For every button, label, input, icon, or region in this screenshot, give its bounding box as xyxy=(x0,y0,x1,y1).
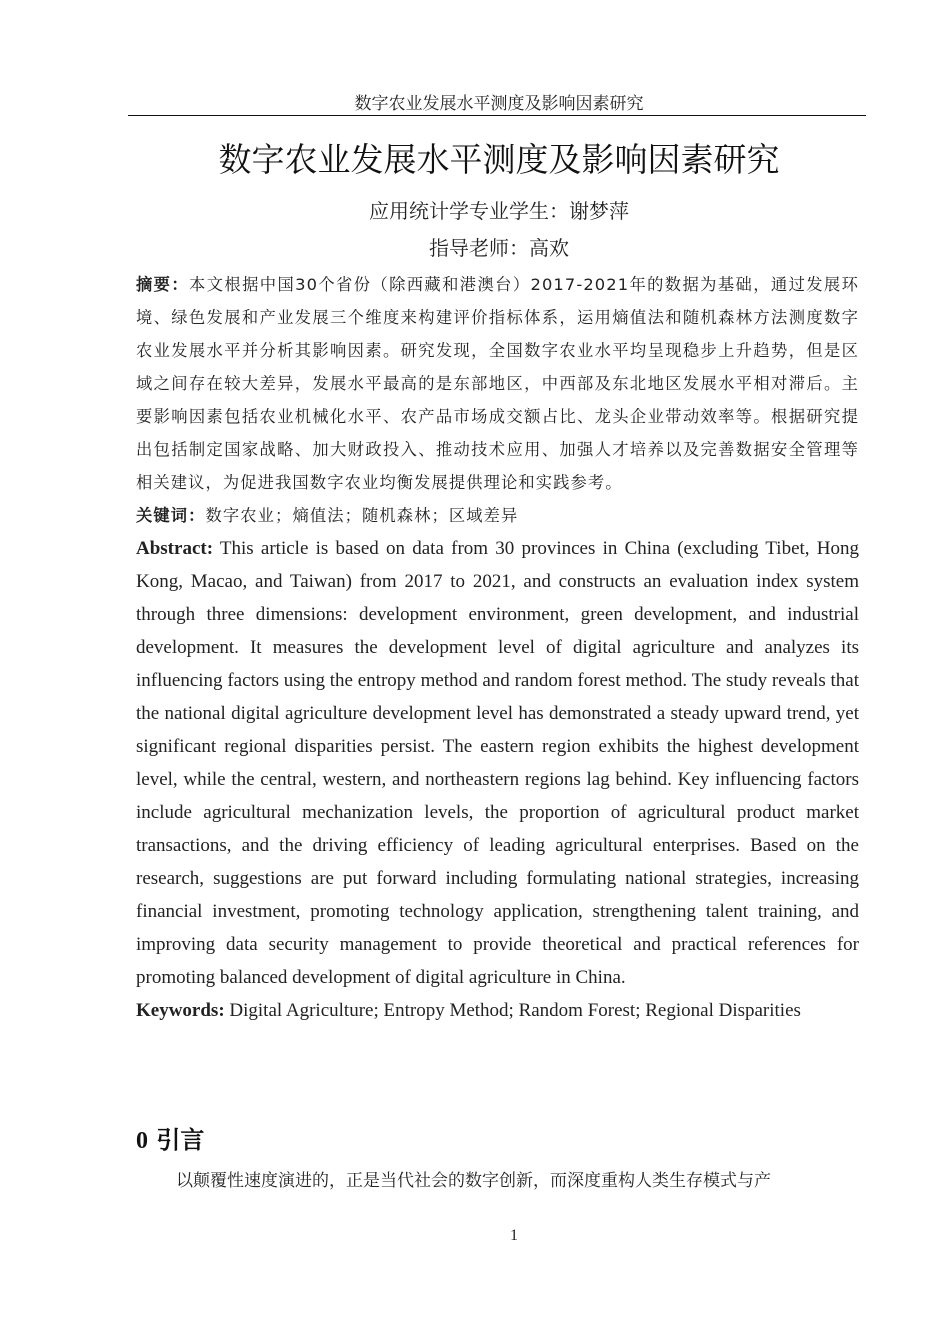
keywords-cn-text: 数字农业；熵值法；随机森林；区域差异 xyxy=(205,506,519,525)
intro-paragraph: 以颠覆性速度演进的，正是当代社会的数字创新，而深度重构人类生存模式与产 xyxy=(176,1171,771,1191)
running-header: 数字农业发展水平测度及影响因素研究 xyxy=(354,94,644,114)
author-line: 应用统计学专业学生：谢梦萍 xyxy=(369,199,629,223)
abstract-cn-text: 本文根据中国30个省份（除西藏和港澳台）2017-2021年的数据为基础，通过发展环境、绿色发展和产业发展三个维度来构建评价指标体系，运用熵值法和随机森林方法测度数字农业发展水平并分析其影响因素。研究发现，全国数字农业水平均呈现稳步上升趋势，但是区域之间存在较大差异，发展水平最高的是东部地区，中西部及东北地区发展水平相对滞后。主要影响因素包括农业机械化水平、农产品市场成交额占比、龙头企业带动效率等。根据研究提出包括制定国家战略、加大财政投入、推动技术应用、加强人才培养以及完善数据安全管理等相关建议，为促进我国数字农业均衡发展提供理论和实践参考。 xyxy=(136,275,859,492)
abstract-en xyxy=(136,532,859,994)
abstract-cn xyxy=(136,268,859,499)
paper-title: 数字农业发展水平测度及影响因素研究 xyxy=(218,140,780,179)
keywords-cn-label: 关键词： xyxy=(136,506,206,525)
keywords-en-label: Keywords: xyxy=(136,1000,225,1021)
abstract-en-text: This article is based on data from 30 provinces in China (excluding Tibet, Hong Kong, Macao, and Taiwan) from 2017 to 2021, and constructs an evaluation index system through three dimensions: development environment, green development, and industrial development. It measures the development level of digital agriculture and analyzes its influencing factors using the entropy method and random forest method. The study reveals that the national digital agriculture development level has demonstrated a steady upward trend, yet significant regional disparities persist. The eastern region exhibits the highest development level, while the central, western, and northeastern regions lag behind. Key influencing factors include agricultural mechanization levels, the proportion of agricultural product market transactions, and the driving efficiency of leading agricultural enterprises. Based on the research, suggestions are put forward including formulating national strategies, increasing financial investment, promoting technology application, strengthening talent training, and improving data security management to provide theoretical and practical references for promoting balanced development of digital agriculture in China. xyxy=(136,538,859,988)
section-title: 引言 xyxy=(156,1126,205,1154)
section-heading xyxy=(136,1122,204,1159)
header-divider xyxy=(128,115,866,116)
abstract-block xyxy=(136,268,859,1027)
advisor-line: 指导老师：高欢 xyxy=(429,236,569,260)
keywords-cn xyxy=(136,499,859,532)
abstract-en-label: Abstract: xyxy=(136,538,214,559)
page-number: 1 xyxy=(510,1227,518,1244)
keywords-en xyxy=(136,994,859,1027)
keywords-en-text: Digital Agriculture; Entropy Method; Random Forest; Regional Disparities xyxy=(224,1000,801,1021)
section-number: 0 xyxy=(136,1128,148,1154)
abstract-cn-label: 摘要： xyxy=(136,275,190,294)
